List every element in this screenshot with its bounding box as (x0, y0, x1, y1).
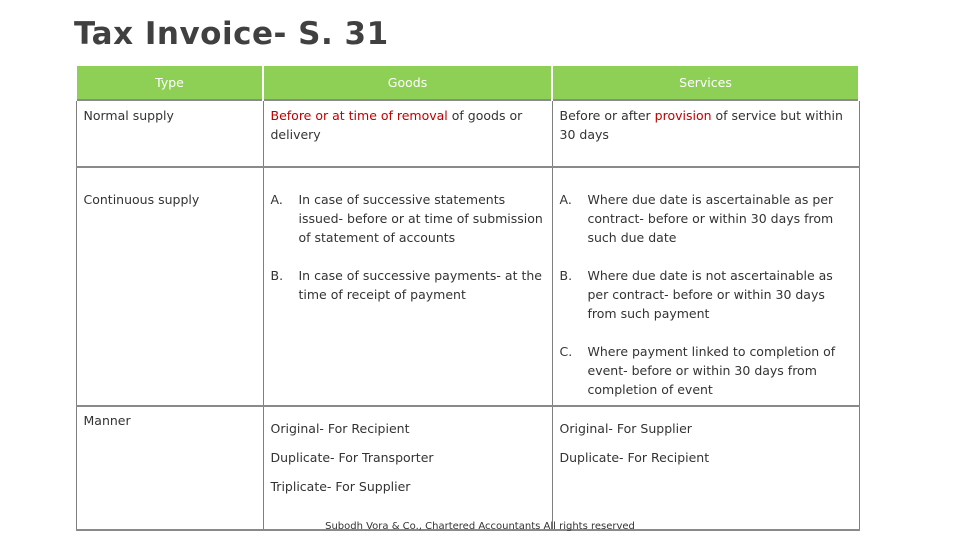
list-marker: B. (270, 268, 284, 283)
list-item-text: In case of successive payments- at the time of receipt of payment (298, 268, 542, 302)
cell-type-continuous: Continuous supply (76, 167, 263, 406)
table-row-manner (76, 406, 859, 530)
header-type: Type (76, 66, 263, 100)
table-header-row (76, 66, 859, 100)
cell-type-manner: Manner (76, 406, 263, 530)
list-item (560, 190, 853, 247)
footer-copyright: Subodh Vora & Co., Chartered Accountants All rights reserved (325, 521, 635, 532)
manner-services-line: Original- For Supplier (559, 421, 692, 436)
list-marker: A. (270, 192, 283, 207)
header-goods: Goods (263, 66, 552, 100)
goods-normal-emphasis: Before or at time of removal (270, 108, 448, 123)
list-marker: C. (559, 344, 573, 359)
cell-goods-manner (263, 406, 552, 530)
manner-goods-line: Triplicate- For Supplier (270, 479, 411, 494)
list-marker: B. (559, 268, 573, 283)
cell-goods-continuous (263, 167, 552, 406)
services-normal-emphasis: provision (654, 108, 712, 123)
list-item-text: Where due date is not ascertainable as per contract- before or within 30 days from such payment (587, 268, 833, 321)
manner-goods-line: Original- For Recipient (270, 421, 410, 436)
page-title: Tax Invoice- S. 31 (74, 16, 389, 52)
list-item (271, 266, 546, 304)
table-row-continuous-supply (76, 167, 859, 406)
list-item (560, 266, 853, 323)
list-item-text: Where payment linked to completion of event- before or within 30 days from completion of event (587, 344, 836, 397)
list-item-text: In case of successive statements issued- before or at time of submission of statement of accounts (298, 192, 543, 245)
services-normal-text-b: of service but within 30 days (559, 108, 843, 142)
manner-services-line: Duplicate- For Recipient (559, 450, 710, 465)
cell-goods-normal (263, 100, 552, 167)
list-item-text: Where due date is ascertainable as per contract- before or within 30 days from such due date (587, 192, 834, 245)
header-services: Services (552, 66, 859, 100)
manner-goods-line: Duplicate- For Transporter (270, 450, 434, 465)
cell-services-normal (552, 100, 859, 167)
cell-type-normal: Normal supply (76, 100, 263, 167)
goods-normal-text: of goods or delivery (270, 108, 523, 142)
list-item (560, 342, 853, 399)
list-item (271, 190, 546, 247)
tax-invoice-table (75, 66, 860, 531)
services-normal-text-a: Before or after (559, 108, 655, 123)
table-row-normal-supply (76, 100, 859, 167)
list-marker: A. (559, 192, 572, 207)
cell-services-manner (552, 406, 859, 530)
cell-services-continuous (552, 167, 859, 406)
